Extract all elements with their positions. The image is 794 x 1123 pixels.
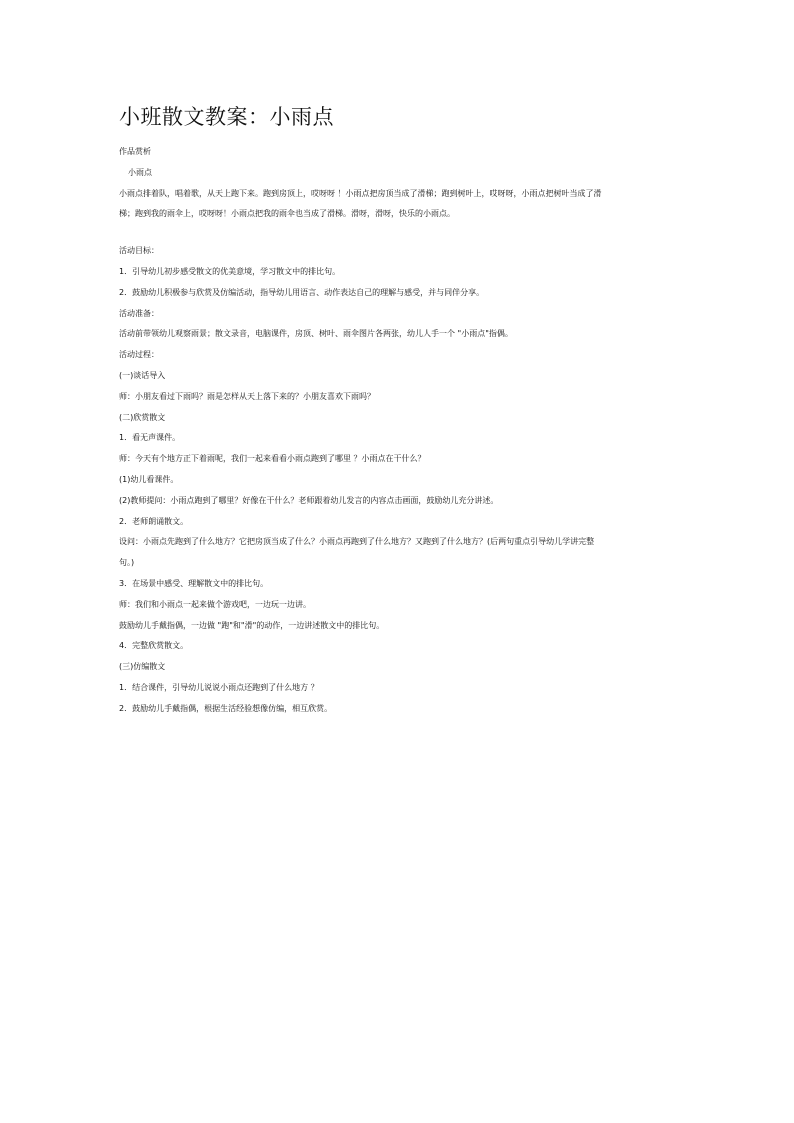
poem-line-1: 小雨点排着队，唱着歌，从天上跑下来。跑到房顶上，哎呀呀 ！小雨点把房顶当成了滑梯；跑到树叶上，哎呀呀，小雨点把树叶当成了滑 [119, 188, 602, 198]
step-2-item-2: 2．老师朗诵散文。 [119, 516, 189, 526]
step-2-item-2-question-1: 设问：小雨点先跑到了什么地方？它把房顶当成了什么？小雨点再跑到了什么地方？又跑到了什么地方？(后两句重点引导幼儿学讲完整 [119, 537, 595, 547]
step-2-item-4: 4．完整欣赏散文。 [119, 641, 189, 651]
step-2-item-1-text: 师：今天有个地方正下着雨呢，我们一起来看看小雨点跑到了哪里 ？小雨点在干什么？ [119, 454, 426, 464]
step-2-item-3: 3．在场景中感受、理解散文中的排比句。 [119, 578, 269, 588]
prep-text: 活动前带领幼儿观察雨景；散文录音，电脑课件，房顶、树叶、雨伞图片各两张，幼儿人手一个 "小雨点"指偶。 [119, 329, 513, 339]
prep-heading: 活动准备： [119, 308, 159, 318]
goal-2: 2．鼓励幼儿积极参与欣赏及仿编活动，指导幼儿用语言、动作表达自己的理解与感受，并与同伴分享。 [119, 287, 485, 297]
goals-heading: 活动目标： [119, 246, 159, 256]
poem-title: 小雨点 [128, 167, 152, 177]
step-2-item-1-b: (2)教师提问：小雨点跑到了哪里？好像在干什么？老师跟着幼儿发言的内容点击画面，鼓励幼儿充分讲述。 [119, 495, 499, 505]
goal-1: 1．引导幼儿初步感受散文的优美意境，学习散文中的排比句。 [119, 266, 341, 276]
section-analysis-heading: 作品赏析 [119, 147, 151, 156]
poem-line-2: 梯；跑到我的雨伞上，哎呀呀！小雨点把我的雨伞也当成了滑梯。滑呀，滑呀，快乐的小雨点。 [119, 209, 455, 219]
step-2-item-3-text: 师：我们和小雨点一起来做个游戏吧，一边玩一边讲。 [119, 599, 311, 609]
step-1-text: 师：小朋友看过下雨吗？雨是怎样从天上落下来的？小朋友喜欢下雨吗？ [119, 391, 375, 401]
step-2-item-1: 1．看无声课件。 [119, 433, 181, 443]
document-title: 小班散文教案：小雨点 [119, 105, 334, 129]
document-page [119, 103, 679, 720]
step-1-heading: (一)谈话导入 [119, 370, 166, 380]
step-2-heading: (二)欣赏散文 [119, 412, 166, 422]
step-3-item-1: 1．结合课件，引导幼儿说说小雨点还跑到了什么地方 ？ [119, 682, 319, 692]
step-3-item-2: 2．鼓励幼儿手戴指偶，根据生活经验想像仿编，相互欣赏。 [119, 703, 333, 713]
step-2-item-1-a: (1)幼儿看课件。 [119, 474, 179, 484]
step-2-item-2-question-2: 句。) [119, 558, 135, 568]
step-2-item-3-text-2: 鼓励幼儿手戴指偶，一边做 "跑"和"滑"的动作，一边讲述散文中的排比句。 [119, 620, 385, 630]
paragraph-spacer [119, 225, 679, 241]
step-3-heading: (三)仿编散文 [119, 662, 166, 672]
process-heading: 活动过程： [119, 350, 159, 360]
